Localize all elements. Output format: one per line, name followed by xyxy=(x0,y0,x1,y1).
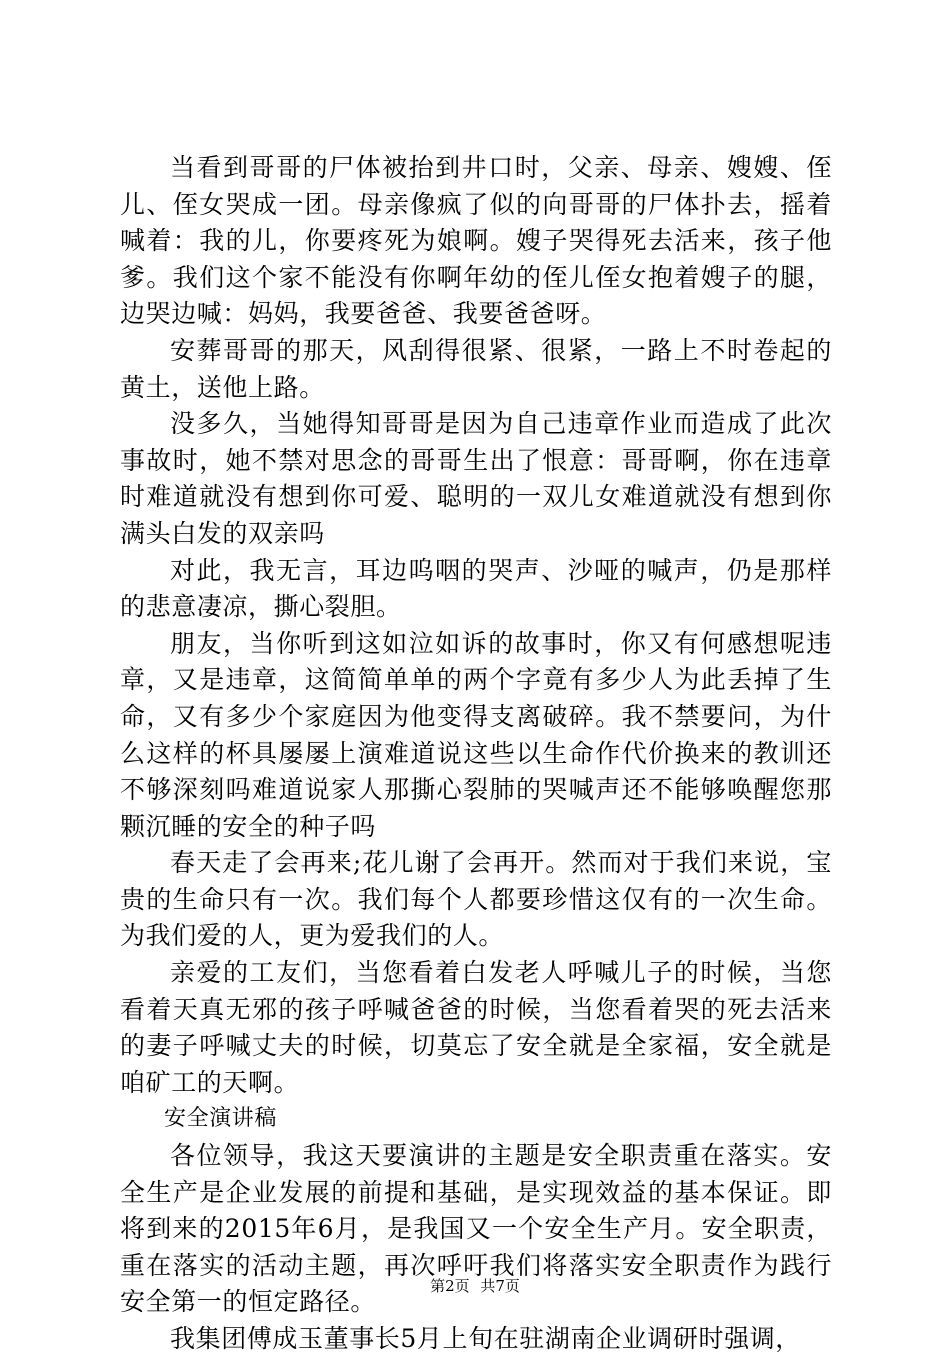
paragraph: 安葬哥哥的那天，风刮得很紧、很紧，一路上不时卷起的黄土，送他上路。 xyxy=(120,335,832,402)
document-body xyxy=(120,150,832,1358)
paragraph: 当看到哥哥的尸体被抬到井口时，父亲、母亲、嫂嫂、侄儿、侄女哭成一团。母亲像疯了似的向哥哥的尸体扑去，摇着喊着：我的儿，你要疼死为娘啊。嫂子哭得死去活来，孩子他爹。我们这个家不能没有你啊年幼的侄儿侄女抱着嫂子的腿，边哭边喊：妈妈，我要爸爸、我要爸爸呀。 xyxy=(120,153,832,329)
page-footer xyxy=(0,1275,950,1296)
page-total: 共7页 xyxy=(480,1277,520,1295)
section-title: 安全演讲稿 xyxy=(164,1106,278,1132)
paragraph: 亲爱的工友们，当您看着白发老人呼喊儿子的时候，当您看着天真无邪的孩子呼喊爸爸的时候，当您看着哭的死去活来的妻子呼喊丈夫的时候，切莫忘了安全就是全家福，安全就是咱矿工的天啊。 xyxy=(120,958,832,1097)
paragraph: 没多久，当她得知哥哥是因为自己违章作业而造成了此次事故时，她不禁对思念的哥哥生出了恨意：哥哥啊，你在违章时难道就没有想到你可爱、聪明的一双儿女难道就没有想到你满头白发的双亲吗 xyxy=(120,409,832,548)
page-number: 第2页 xyxy=(430,1277,470,1295)
paragraph: 朋友，当你听到这如泣如诉的故事时，你又有何感想呢违章，又是违章，这简简单单的两个字竟有多少人为此丢掉了生命，又有多少个家庭因为他变得支离破碎。我不禁要问，为什么这样的杯具屡屡上演难道说这些以生命作代价换来的教训还不够深刻吗难道说家人那撕心裂肺的哭喊声还不能够唤醒您那颗沉睡的安全的种子吗 xyxy=(120,628,832,841)
paragraph: 对此，我无言，耳边呜咽的哭声、沙哑的喊声，仍是那样的悲意凄凉，撕心裂胆。 xyxy=(120,555,832,622)
paragraph: 各位领导，我这天要演讲的主题是安全职责重在落实。安全生产是企业发展的前提和基础，是实现效益的基本保证。即将到来的2015年6月，是我国又一个安全生产月。安全职责，重在落实的活动主题，再次呼吁我们将落实安全职责作为践行安全第一的恒定路径。 xyxy=(120,1141,832,1317)
paragraph: 我集团傅成玉董事长5月上旬在驻湖南企业调研时强调， xyxy=(170,1324,801,1353)
paragraph: 春天走了会再来;花儿谢了会再开。然而对于我们来说，宝贵的生命只有一次。我们每个人都要珍惜这仅有的一次生命。为我们爱的人，更为爱我们的人。 xyxy=(120,848,832,951)
